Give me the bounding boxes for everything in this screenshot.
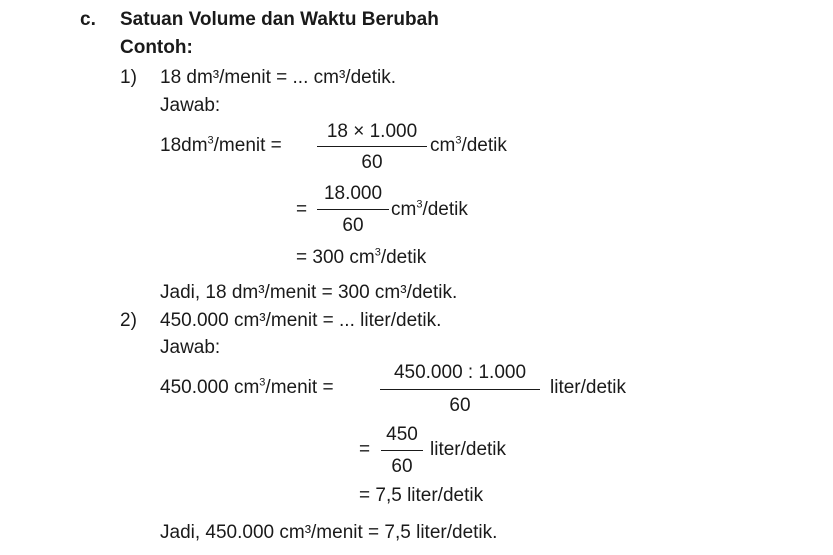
fraction-denominator: 60 [391,456,413,477]
unit-exponent: 3 [416,198,423,211]
example-1-line1-lhs [160,136,282,155]
example-1-line2-fraction [317,184,389,236]
fraction-numerator: 450.000 : 1.000 [393,362,527,383]
example-1-answer-label: Jawab: [160,95,221,116]
example-1-line2-equals: = [296,199,308,220]
lhs-prefix: 18dm [160,135,208,156]
section-marker: c. [80,9,96,30]
unit-suffix: /detik [422,199,468,220]
example-2-line2-fraction [381,425,423,479]
example-1-conclusion: Jadi, 18 dm³/menit = 300 cm³/detik. [160,282,458,303]
example-1-line3 [296,248,426,267]
fraction-bar [380,389,540,390]
example-1-line1-unit [430,136,507,155]
lhs-suffix: /menit = [213,135,282,156]
example-2-line1-unit: liter/detik [550,377,627,398]
example-1-number: 1) [120,67,137,88]
example-1-question: 18 dm³/menit = ... cm³/detik. [160,67,396,88]
example-1-line1-fraction [317,122,427,174]
example-2-answer-label: Jawab: [160,337,221,358]
result-prefix: = 300 cm [296,247,375,268]
example-2-question: 450.000 cm³/menit = ... liter/detik. [160,310,442,331]
fraction-bar [317,209,389,210]
fraction-bar [317,146,427,147]
example-2-conclusion: Jadi, 450.000 cm³/menit = 7,5 liter/detik. [160,522,498,543]
example-1-line2-unit [391,200,468,219]
example-2-line1-fraction [380,363,540,417]
fraction-bar [381,450,423,451]
unit-prefix: cm [430,135,456,156]
example-2-number: 2) [120,310,137,331]
fraction-denominator: 60 [361,152,383,173]
result-exponent: 3 [374,246,381,259]
fraction-denominator: 60 [342,215,364,236]
example-2-line2-equals: = [359,439,371,460]
fraction-numerator: 18.000 [323,183,383,204]
lhs-exponent: 3 [207,134,214,147]
result-suffix: /detik [380,247,427,268]
example-2-line1-lhs [160,378,334,397]
unit-suffix: /detik [461,135,507,156]
example-2-line3: = 7,5 liter/detik [359,485,484,506]
example-2-line2-unit: liter/detik [430,439,507,460]
example-heading: Contoh: [120,37,193,58]
lhs-exponent: 3 [259,376,266,389]
unit-exponent: 3 [455,134,462,147]
lhs-suffix: /menit = [265,377,334,398]
unit-prefix: cm [391,199,417,220]
lhs-prefix: 450.000 cm [160,377,260,398]
fraction-denominator: 60 [449,395,471,416]
fraction-numerator: 18 × 1.000 [326,121,418,142]
section-title: Satuan Volume dan Waktu Berubah [120,9,439,30]
fraction-numerator: 450 [386,424,418,445]
